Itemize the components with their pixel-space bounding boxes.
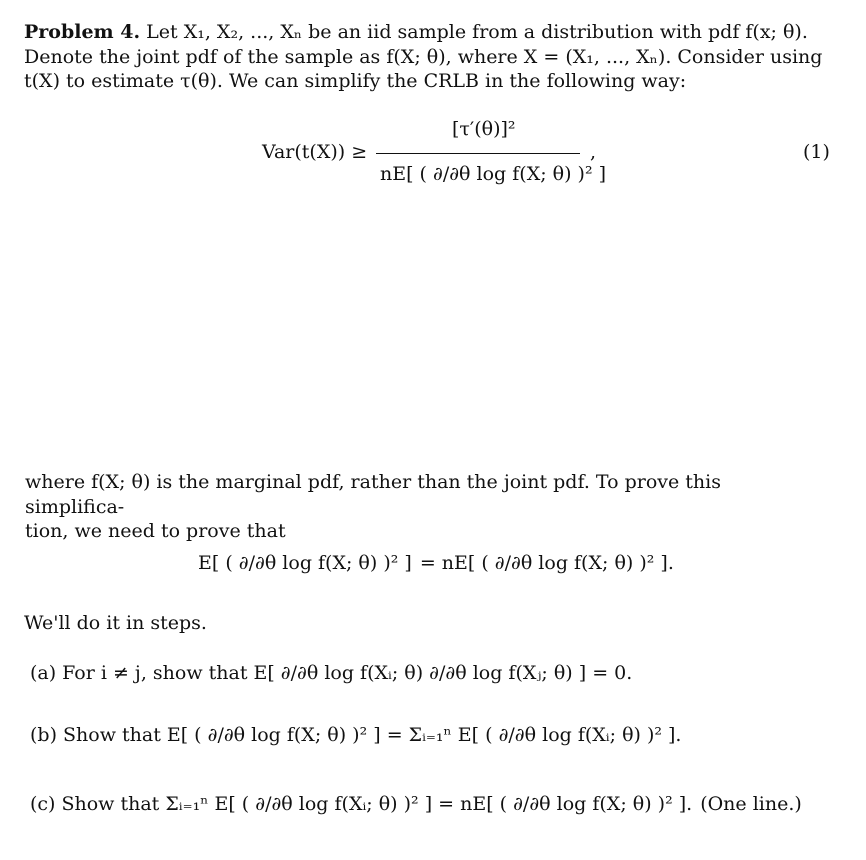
eq2-rhs: = nE[ ( ∂/∂θ log f(X; θ) )² ]. [419, 552, 674, 574]
eq2-lhs: E[ ( ∂/∂θ log f(X; θ) )² ] [198, 552, 412, 574]
part-b-text: Show that [63, 724, 161, 746]
part-c-math: Σᵢ₌₁ⁿ E[ ( ∂/∂θ log f(Xᵢ; θ) )² ] = nE[ ( ∂/∂θ log f(X; θ) )² ]. [165, 793, 693, 815]
intro-line-2: Denote the joint pdf of the sample as f(X; θ), where X = (X₁, ..., Xₙ). Consider using [24, 45, 823, 68]
eq1-fraction-bar [376, 153, 580, 154]
intro-line-1: Let X₁, X₂, ..., Xₙ be an iid sample from a distribution with pdf f(x; θ). [146, 21, 808, 43]
part-b-math: E[ ( ∂/∂θ log f(X; θ) )² ] = Σᵢ₌₁ⁿ E[ ( ∂/∂θ log f(Xᵢ; θ) )² ]. [166, 724, 682, 746]
part-b [30, 724, 681, 746]
middle-paragraph [25, 470, 817, 544]
middle-line-1: where f(X; θ) is the marginal pdf, rather than the joint pdf. To prove this simplifica- [25, 471, 721, 518]
part-c-text: Show that [61, 793, 160, 815]
eq1-comma: , [590, 141, 597, 163]
part-c-note: (One line.) [700, 793, 802, 815]
eq1-tag: (1) [803, 141, 830, 163]
part-c [30, 793, 802, 815]
eq1-lhs: Var(t(X)) ≥ [262, 141, 368, 163]
part-a-text: For i ≠ j, show that [62, 662, 248, 684]
equation-2 [198, 552, 674, 574]
part-a-label: (a) [30, 662, 57, 684]
eq1-denominator: nE[ ( ∂/∂θ log f(X; θ) )² ] [380, 163, 607, 185]
part-c-label: (c) [30, 793, 56, 815]
part-a [30, 662, 632, 684]
problem-title: Problem 4. [24, 21, 141, 43]
part-a-math: E[ ∂/∂θ log f(Xᵢ; θ) ∂/∂θ log f(Xⱼ; θ) ] = 0. [253, 662, 633, 684]
problem-intro [24, 20, 824, 94]
part-b-label: (b) [30, 724, 57, 746]
steps-intro: We'll do it in steps. [24, 612, 207, 634]
eq1-numerator: [τ′(θ)]² [452, 118, 516, 140]
middle-line-2: tion, we need to prove that [25, 520, 286, 542]
intro-line-3: t(X) to estimate τ(θ). We can simplify the CRLB in the following way: [24, 70, 687, 92]
